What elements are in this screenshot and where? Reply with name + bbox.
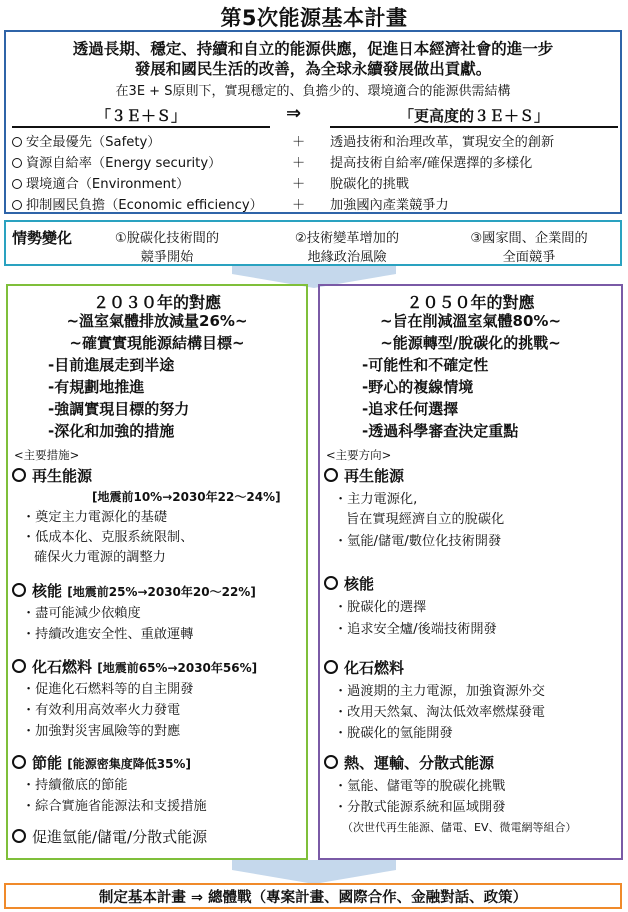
situation-label: 情勢變化 [12, 229, 73, 247]
goal-2050-1: ~旨在削減溫室氣體80%~ [379, 312, 562, 330]
circle-icon [12, 179, 22, 189]
renew-2030-tag: [地震前10%→2030年22～24%] [92, 490, 281, 504]
circle-icon [12, 158, 22, 168]
renew-2050-item-3: ・氫能/儲電/數位化技術開發 [334, 534, 502, 549]
saving-2030-item-1: ・持續徹底的節能 [22, 778, 128, 793]
saving-2030-item-2: ・綜合實施省能源法和支援措施 [22, 799, 207, 814]
down-arrow-icon [0, 860, 628, 884]
renew-2050-title: 再生能源 [324, 465, 404, 486]
saving-2030-tag: [能源密集度降低35%] [67, 757, 191, 771]
point-2030-3: -強調實現目標的努力 [48, 400, 190, 418]
circle-icon [12, 659, 26, 673]
lead-line-1: 透過長期、穩定、持續和自立的能源供應，促進日本經濟社會的進一步 [72, 40, 554, 58]
fossil-2030-item-1: ・促進化石燃料等的自主開發 [22, 682, 194, 697]
goal-2030-1: ~溫室氣體排放減量26%~ [66, 312, 248, 330]
direction-label: <主要方向> [326, 448, 392, 462]
plus-4: ＋ [292, 198, 306, 213]
fossil-2030-title: 化石燃料 [地震前65%→2030年56%] [12, 656, 257, 677]
plus-3: ＋ [292, 177, 306, 192]
point-2050-3: -追求任何選擇 [362, 400, 459, 418]
fossil-2030-tag: [地震前65%→2030年56%] [97, 661, 258, 675]
nuclear-2050-title: 核能 [324, 573, 374, 594]
lead-line-2: 發展和國民生活的改善，為全球永續發展做出貢獻。 [134, 60, 492, 78]
right-item-1: 透過技術和治理改革，實現安全的創新 [330, 135, 555, 150]
heat-2050-item-1: ・氫能、儲電等的脫碳化挑戰 [334, 779, 506, 794]
point-2030-4: -深化和加強的措施 [48, 422, 175, 440]
renew-2030-item-2: ・低成本化、克服系統限制、 [22, 530, 194, 545]
fossil-2030-item-3: ・加強對災害風險等的對應 [22, 724, 181, 739]
circle-icon [324, 576, 338, 590]
right-item-2: 提高技術自給率/確保選擇的多樣化 [330, 156, 533, 171]
circle-icon [12, 755, 26, 769]
goal-2050-2: ~能源轉型/脫碳化的挑戰~ [380, 334, 561, 352]
circle-icon [12, 468, 26, 482]
fossil-2030-item-2: ・有效利用高效率火力發電 [22, 703, 181, 718]
right-item-4: 加強國內產業競爭力 [330, 198, 449, 213]
left-item-economy: 抑制國民負擔（Economic efficiency） [12, 194, 263, 213]
renew-2050-item-2: 旨在實現經濟自立的脫碳化 [346, 512, 505, 527]
nuclear-2050-item-2: ・追求安全爐/後端技術開發 [334, 622, 497, 637]
goal-2030-2: ~確實實現能源結構目標~ [69, 334, 245, 352]
circle-icon [12, 200, 22, 210]
page-title: 第5次能源基本計畫 [220, 6, 408, 30]
principle-subtitle: 在3E + S原則下，實現穩定的、負擔少的、環境適合的能源供需結構 [115, 84, 511, 99]
left-item-security: 資源自給率（Energy security） [12, 152, 221, 171]
nuclear-2030-title: 核能 [地震前25%→2030年20～22%] [12, 580, 256, 601]
point-2050-4: -透過科學審查決定重點 [362, 422, 519, 440]
fossil-2050-item-1: ・過渡期的主力電源，加強資源外交 [334, 684, 545, 699]
point-2050-1: -可能性和不確定性 [362, 356, 489, 374]
promote-2030-title: 促進氫能/儲電/分散式能源 [12, 826, 207, 847]
heat-2050-note: （次世代再生能源、儲電、EV、微電網等組合） [342, 821, 577, 834]
circle-icon [324, 468, 338, 482]
heading-2030: ２０３０年的對應 [92, 293, 221, 312]
nuclear-2030-item-1: ・盡可能減少依賴度 [22, 606, 141, 621]
situation-item-3: ③國家間、企業間的 全面競爭 [470, 231, 588, 265]
3es-header: 「３Ｅ＋Ｓ」 [12, 105, 270, 128]
point-2030-1: -目前進展走到半途 [48, 356, 175, 374]
transition-arrow: ⇒ [286, 103, 302, 124]
circle-icon [324, 660, 338, 674]
point-2030-2: -有規劃地推進 [48, 378, 145, 396]
fossil-2050-item-2: ・改用天然氣、淘汰低效率燃煤發電 [334, 705, 545, 720]
situation-item-2: ②技術變革增加的 地緣政治風險 [294, 231, 400, 265]
plus-2: ＋ [292, 156, 306, 171]
nuclear-2050-item-1: ・脫碳化的選擇 [334, 600, 427, 615]
nuclear-2030-item-2: ・持續改進安全性、重啟運轉 [22, 627, 194, 642]
heat-2050-item-2: ・分散式能源系統和區域開發 [334, 800, 506, 815]
plus-1: ＋ [292, 135, 306, 150]
renew-2030-item-1: ・奠定主力電源化的基礎 [22, 510, 168, 525]
heading-2050: ２０５０年的對應 [406, 293, 535, 312]
left-item-safety: 安全最優先（Safety） [12, 131, 161, 150]
right-item-3: 脫碳化的挑戰 [330, 177, 410, 192]
renew-2030-item-3: 確保火力電源的調整力 [34, 550, 166, 565]
fossil-2050-title: 化石燃料 [324, 657, 404, 678]
measures-label: <主要措施> [14, 448, 80, 462]
renew-2050-item-1: ・主力電源化, [334, 492, 418, 507]
point-2050-2: -野心的複線情境 [362, 378, 474, 396]
circle-icon [12, 829, 26, 843]
saving-2030-title: 節能 [能源密集度降低35%] [12, 752, 191, 773]
circle-icon [12, 583, 26, 597]
situation-item-1: ①脫碳化技術間的 競爭開始 [114, 231, 220, 265]
fossil-2050-item-3: ・脫碳化的氫能開發 [334, 726, 453, 741]
conclusion-text: 制定基本計畫 ⇒ 總體戰（專案計畫、國際合作、金融對話、政策） [98, 890, 528, 906]
circle-icon [324, 755, 338, 769]
nuclear-2030-tag: [地震前25%→2030年20～22%] [67, 585, 256, 599]
renew-2030-title: 再生能源 [12, 465, 92, 486]
heat-2050-title: 熱、運輸、分散式能源 [324, 752, 494, 773]
circle-icon [12, 137, 22, 147]
left-item-environment: 環境適合（Environment） [12, 173, 189, 192]
advanced-3es-header: 「更高度的３Ｅ＋Ｓ」 [330, 105, 618, 128]
